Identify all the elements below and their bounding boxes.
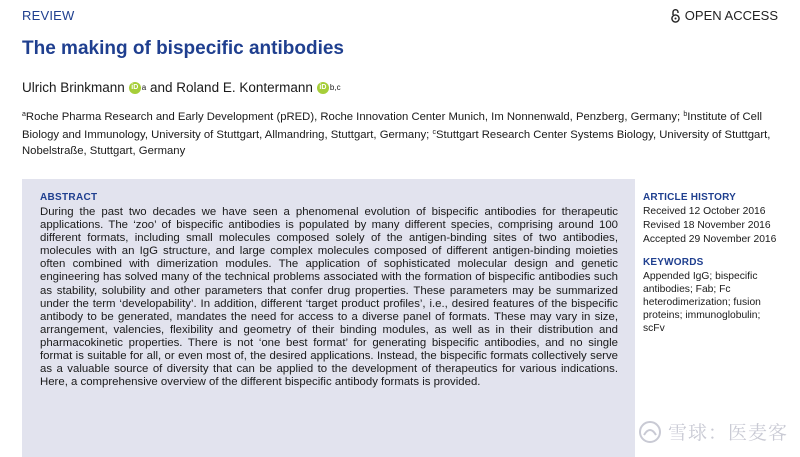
author-name[interactable]: Roland E. Kontermann	[176, 80, 313, 95]
watermark	[638, 418, 788, 445]
received-date: Received 12 October 2016	[643, 206, 766, 217]
author-line	[22, 80, 341, 95]
affiliation-mark: b,c	[329, 83, 341, 92]
top-bar	[22, 8, 778, 26]
open-lock-icon	[670, 8, 681, 23]
article-history-heading: ARTICLE HISTORY	[643, 192, 737, 203]
open-access-badge[interactable]	[670, 8, 778, 23]
snowball-logo-icon	[638, 420, 662, 444]
orcid-icon[interactable]: iD	[317, 82, 329, 94]
abstract-heading: ABSTRACT	[40, 192, 98, 203]
affiliation-mark: a	[22, 111, 26, 118]
affiliation-text: Stuttgart Research Center Systems Biology, University of Stuttgart, Nobelstraße, Stuttgart, Germany	[22, 129, 771, 157]
watermark-text: 雪球：医麦客	[667, 423, 788, 444]
keywords-list: Appended IgG; bispecific antibodies; Fab; Fc heterodimerization; fusion proteins; immunoglobulin; scFv	[643, 271, 761, 334]
orcid-icon[interactable]: iD	[129, 82, 141, 94]
author-joiner: and	[150, 80, 173, 95]
author-name[interactable]: Ulrich Brinkmann	[22, 80, 125, 95]
abstract-text: During the past two decades we have seen a phenomenal evolution of bispecific antibodies for therapeutic applications. The ‘zoo’ of bispecific antibodies is populated by many different species, comprising around 100 different formats, including small molecules composed solely of the antigen-binding sites of two antibodies, molecules with an IgG structure, and large complex molecules composed of different antigen-binding moieties often combined with dimerization modules. The application of sophisticated molecular design and genetic engineering has solved many of the technical problems associated with the formation of bispecific antibodies such as stability, solubility and other parameters that confer drug properties. These parameters may be summarized under the term ‘developability’. In addition, different ‘target product profiles’, i.e., desired features of the bispecific antibody to be generated, mandates the need for access to a diverse panel of formats. These may vary in size, arrangement, valencies, flexibility and geometry of their binding modules, as well as in their distribution and pharmacokinetic properties. There is not ‘one best format’ for generating bispecific antibodies, and no single format is suitable for all, or even most of, the desired applications. Instead, the bispecific formats collectively serve as a valuable source of diversity that can be applied to the development of therapeutics for various indications. Here, a comprehensive overview of the different bispecific antibody formats is provided.	[40, 206, 618, 389]
keywords-heading: KEYWORDS	[643, 257, 704, 268]
affiliation-text: Roche Pharma Research and Early Development (pRED), Roche Innovation Center Munich, Im Nonnenwald, Penzberg, Germany;	[25, 111, 681, 123]
abstract-box	[22, 179, 635, 457]
affiliation-mark: a	[141, 83, 147, 92]
affiliation-mark: c	[432, 129, 436, 136]
article-title: The making of bispecific antibodies	[22, 38, 344, 59]
affiliations	[22, 107, 782, 159]
article-sidebar	[643, 192, 793, 335]
affiliation-text: Institute of Cell Biology and Immunology, University of Stuttgart, Allmandring, Stuttgart, Germany;	[22, 111, 762, 141]
section-label: REVIEW	[22, 8, 75, 23]
revised-date: Revised 18 November 2016	[643, 220, 771, 231]
open-access-label: OPEN ACCESS	[684, 8, 778, 23]
accepted-date: Accepted 29 November 2016	[643, 234, 777, 245]
affiliation-mark: b	[683, 111, 688, 118]
